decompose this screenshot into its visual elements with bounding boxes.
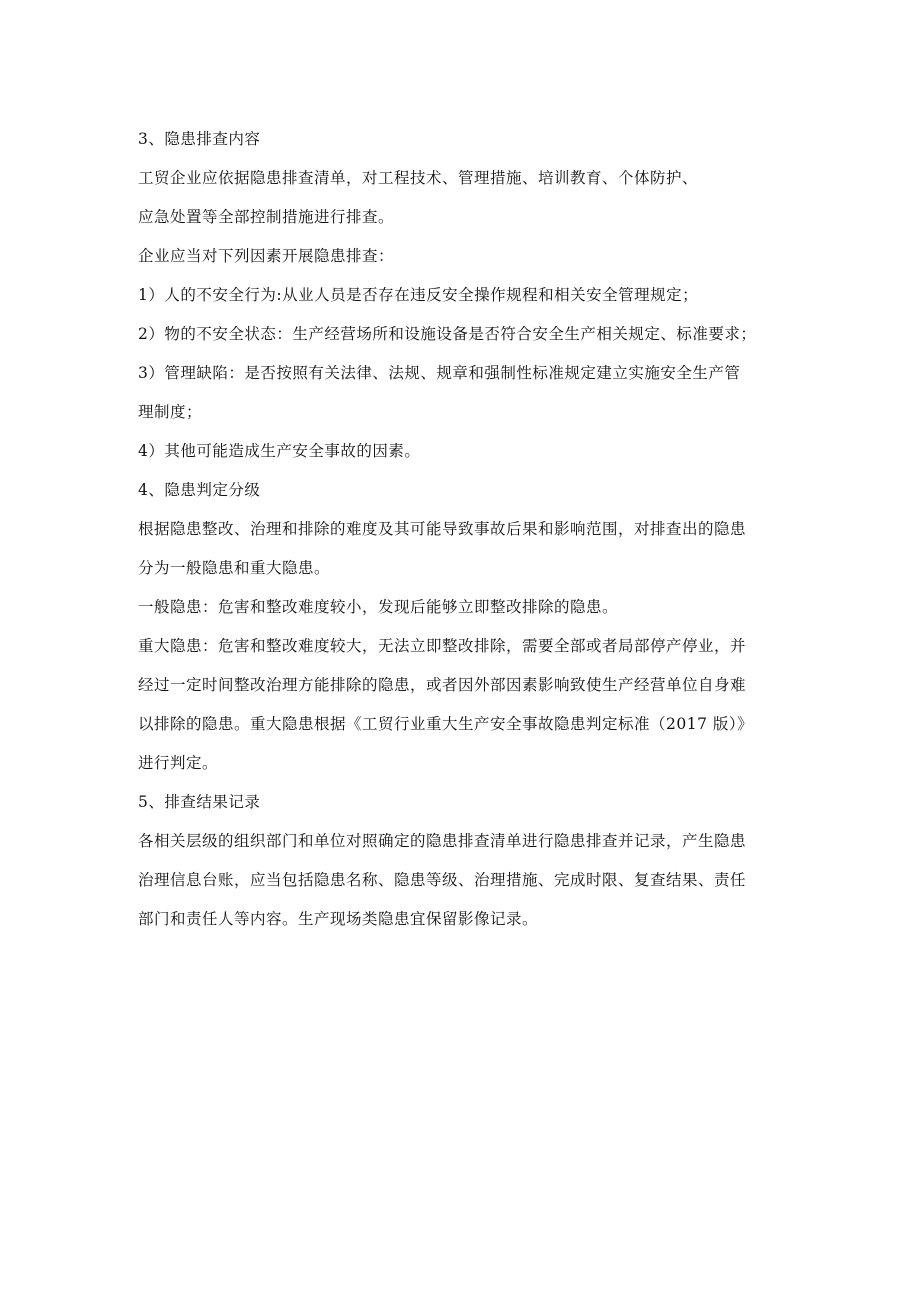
section-heading-4: 4、隐患判定分级	[138, 481, 261, 499]
list-item-3-continued: 理制度；	[138, 403, 203, 421]
paragraph-line: 工贸企业应依据隐患排查清单，对工程技术、管理措施、培训教育、个体防护、	[138, 169, 699, 187]
list-item-2: 2）物的不安全状态：生产经营场所和设施设备是否符合安全生产相关规定、标准要求；	[138, 325, 757, 343]
paragraph-line: 应急处置等全部控制措施进行排查。	[138, 208, 395, 226]
paragraph-line: 进行判定。	[138, 754, 219, 772]
paragraph-line: 一般隐患：危害和整改难度较小，发现后能够立即整改排除的隐患。	[138, 598, 619, 616]
paragraph-line: 部门和责任人等内容。生产现场类隐患宜保留影像记录。	[138, 910, 539, 928]
list-item-3: 3）管理缺陷：是否按照有关法律、法规、规章和强制性标准规定建立实施安全生产管	[138, 364, 741, 382]
document-body	[138, 120, 808, 939]
paragraph-line: 根据隐患整改、治理和排除的难度及其可能导致事故后果和影响范围，对排查出的隐患	[138, 520, 747, 538]
paragraph-line: 企业应当对下列因素开展隐患排查：	[138, 247, 395, 265]
list-item-4: 4）其他可能造成生产安全事故的因素。	[138, 442, 421, 460]
paragraph-line: 以排除的隐患。重大隐患根据《工贸行业重大生产安全事故隐患判定标准（2017 版）》	[138, 715, 754, 733]
list-item-1: 1）人的不安全行为:从业人员是否存在违反安全操作规程和相关安全管理规定；	[138, 286, 699, 304]
paragraph-line: 治理信息台账，应当包括隐患名称、隐患等级、治理措施、完成时限、复查结果、责任	[138, 871, 747, 889]
section-heading-3: 3、隐患排查内容	[138, 130, 261, 148]
paragraph-line: 分为一般隐患和重大隐患。	[138, 559, 331, 577]
section-heading-5: 5、排查结果记录	[138, 793, 261, 811]
paragraph-line: 重大隐患：危害和整改难度较大，无法立即整改排除，需要全部或者局部停产停业，并	[138, 637, 747, 655]
paragraph-line: 经过一定时间整改治理方能排除的隐患，或者因外部因素影响致使生产经营单位自身难	[138, 676, 747, 694]
paragraph-line: 各相关层级的组织部门和单位对照确定的隐患排查清单进行隐患排查并记录，产生隐患	[138, 832, 747, 850]
